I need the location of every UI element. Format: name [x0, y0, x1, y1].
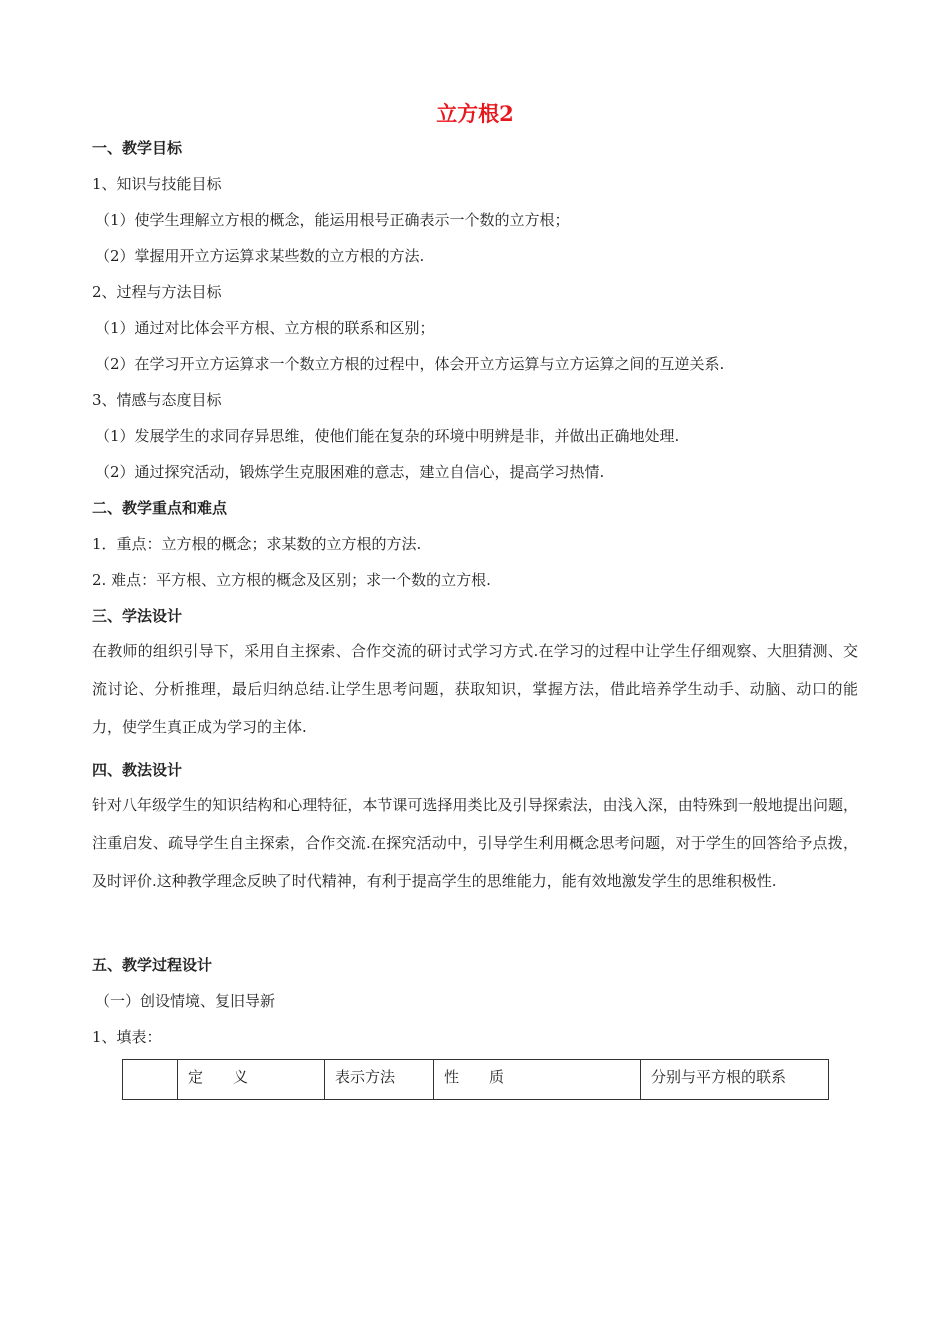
goal-knowledge: 1、知识与技能目标 [92, 175, 222, 193]
table-header-relation: 分别与平方根的联系 [641, 1060, 829, 1100]
section-heading-key-points: 二、教学重点和难点 [92, 499, 228, 517]
table-row [123, 1060, 829, 1100]
fill-table-instruction: 1、填表： [92, 1028, 162, 1046]
table-header-definition: 定 义 [178, 1060, 325, 1100]
section-heading-objectives: 一、教学目标 [92, 139, 183, 157]
study-method-paragraph: 在教师的组织引导下，采用自主探索、合作交流的研讨式学习方式.在学习的过程中让学生仔细观察、大胆猜测、交流讨论、分析推理，最后归纳总结.让学生思考问题，获取知识，掌握方法，借此培养学生动手、动脑、动口的能力，使学生真正成为学习的主体. [92, 642, 858, 736]
teaching-method-paragraph: 针对八年级学生的知识结构和心理特征，本节课可选择用类比及引导探索法，由浅入深，由特殊到一般地提出问题，注重启发、疏导学生自主探索，合作交流.在探究活动中，引导学生利用概念思考问题，对于学生的回答给予点拨，及时评价.这种教学理念反映了时代精神，有利于提高学生的思维能力，能有效地激发学生的思维积极性. [92, 796, 858, 890]
difficult-point: 2. 难点：平方根、立方根的概念及区别；求一个数的立方根. [92, 571, 491, 589]
goal-emotion: 3、情感与态度目标 [92, 391, 222, 409]
fill-in-table [122, 1059, 829, 1100]
section-heading-study-method: 三、学法设计 [92, 607, 183, 625]
table-header-properties: 性 质 [434, 1060, 641, 1100]
document-title: 立方根2 [436, 101, 514, 126]
goal-process-item-1: （1）通过对比体会平方根、立方根的联系和区别； [95, 319, 435, 337]
table-header-notation: 表示方法 [325, 1060, 434, 1100]
goal-emotion-item-1: （1）发展学生的求同存异思维，使他们能在复杂的环境中明辨是非，并做出正确地处理. [95, 427, 680, 445]
goal-knowledge-item-2: （2）掌握用开立方运算求某些数的立方根的方法. [95, 247, 425, 265]
key-point: 1．重点：立方根的概念；求某数的立方根的方法. [92, 535, 422, 553]
goal-knowledge-item-1: （1）使学生理解立方根的概念，能运用根号正确表示一个数的立方根； [95, 211, 570, 229]
goal-process-item-2: （2）在学习开立方运算求一个数立方根的过程中，体会开立方运算与立方运算之间的互逆关系. [95, 355, 725, 373]
goal-emotion-item-2: （2）通过探究活动，锻炼学生克服困难的意志，建立自信心，提高学习热情. [95, 463, 605, 481]
table-cell-blank [123, 1060, 178, 1100]
process-subheading: （一）创设情境、复旧导新 [95, 992, 276, 1010]
section-heading-process: 五、教学过程设计 [92, 956, 213, 974]
section-heading-teaching-method: 四、教法设计 [92, 761, 183, 779]
goal-process: 2、过程与方法目标 [92, 283, 222, 301]
